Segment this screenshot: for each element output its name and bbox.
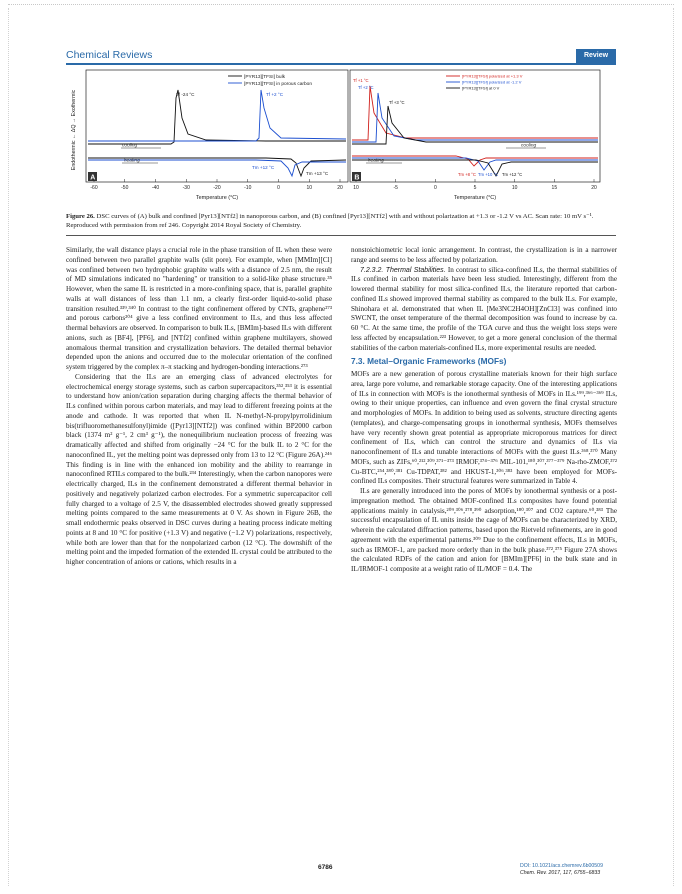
panel-b-heating-label: heating (368, 158, 384, 164)
legend-b-pos: [PYR13][TFSI] polarized at +1.3 V (462, 73, 523, 79)
panel-a-tm-conf: Tm +12 °C (252, 165, 275, 170)
panel-a-tf-bulk: Tf -24 °C (176, 92, 195, 97)
panel-b-cooling-label: cooling (521, 143, 537, 149)
legend-a-bulk: [PYR13][TFSI] bulk (244, 75, 286, 80)
panel-a-tick-label: -30 (182, 185, 190, 191)
left-column (66, 246, 332, 568)
panel-b-tick-label: 15 (551, 185, 558, 191)
left-paragraph-1: Similarly, the wall distance plays a crucial role in the phase transition of IL when these were confined between two parallel graphite walls (slit pore). For example, when [MMIm][Cl] was confined between two hydrophobic graphite walls with a distance of 2.5 nm, the result of MD simulations indicated no "hardening" or transition to a solid-like phase structure.³⁵ However, when the same IL is restricted in a more-confining space, that is, parallel graphite walls at wall distances of less than 1.1 nm, a clearly first-order liquid-to-solid phase transition resulted.³³⁹,³⁴⁰ In contrast to the tight confinement offered by CNTs, graphene²⁷³ and porous carbons²⁰⁴ give a less confined environment to ILs, and thus less affected thermal behaviors are observed. In comparison to bulk ILs, [BMIm]-based ILs with different anions, such as [BF4], [PF6], and [NTf2] confined within graphene multilayers, showed anomalous thermal transition and crystallization behaviors. The detailed thermal behavior depended upon the anions and occurred due to the molecular orientation of the confined system triggered by the complex π–π stacking and hydrogen-bonding interactions.²⁷³ (66, 246, 332, 371)
legend-b-neg: [PYR13][TFSI] polarized at -1.2 V (462, 79, 522, 85)
panel-a-tick-label: -60 (90, 185, 98, 191)
panel-b-tick-label: -5 (393, 185, 398, 191)
panel-a-heating-label: heating (124, 158, 140, 164)
panel-b-tm-black: Tm +12 °C (502, 172, 523, 177)
article-type-badge: Review (576, 49, 616, 63)
caption-label: Figure 26. (66, 213, 95, 220)
panel-a-tick-label: -10 (244, 185, 252, 191)
panel-b-heating-red-curve (352, 156, 598, 166)
panel-a-xlabel: Temperature (°C) (195, 195, 239, 201)
panel-b-tick-label: 5 (473, 185, 477, 191)
left-border (8, 8, 9, 886)
doi-link[interactable]: DOI: 10.1021/acs.chemrev.6b00509 (520, 863, 603, 869)
panel-b-xticks (353, 179, 597, 191)
subsection-heading: 7.2.3.2. Thermal Stabilities. (360, 266, 446, 274)
panel-b-tm-red: Tm +8 °C (458, 172, 476, 177)
top-border (8, 4, 674, 8)
doi-block (520, 863, 603, 877)
panel-a-tick-label: 10 (306, 185, 313, 191)
panel-b-tf-blue: Tf +2 °C (358, 85, 374, 90)
right-column (351, 246, 617, 575)
panel-a-tick-label: -20 (213, 185, 221, 191)
right-paragraph-intro: nonstoichiometric local ionic arrangement. In contrast, the crystallization is in a narrower range and seems to be less affected by polarization. (351, 246, 617, 264)
journal-title[interactable]: Chemical Reviews (66, 49, 153, 61)
panel-a-tick-label: 0 (277, 185, 280, 191)
panel-a-cooling-label: cooling (122, 143, 138, 149)
panel-b-tf-black: Tf +3 °C (389, 100, 405, 105)
panel-a-ylabel: Endothermic ← ΔQ → Exothermic (71, 89, 77, 171)
caption-text: DSC curves of (A) bulk and confined [Pyr13][NTf2] in nanoporous carbon, and (B) confined [Pyr13][NTf2] with and without polarization at +1.3 or -1.2 V vs AC. Scan rate: 10 mV s⁻¹. Reproduced with permission from ref 246. Copyright 2014 Royal Society of Chemistry. (66, 213, 594, 229)
caption-rule (66, 235, 616, 236)
legend-a-confined: [PYR13][TFSI] in porous carbon (244, 82, 312, 87)
panel-b-tick-label: 0 (433, 185, 437, 191)
panel-b-xlabel: Temperature (°C) (453, 195, 497, 201)
panel-b-cooling-red-curve (352, 86, 598, 140)
panel-a-cooling-conf-curve (88, 90, 346, 141)
right-paragraph-mof-1: MOFs are a new generation of porous crystalline materials known for their high surface area, large pore volume, and remarkable storage capacity. One of the interesting applications of ILs in connection with MOFs is the ionothermal synthesis of MOFs in ILs.¹⁹⁹,³⁶⁶⁻³⁶⁹ ILs, owing to their unique properties, can influence and even govern the final crystal structure and morphologies of MOFs. In addition to being used as solvents, structure directing agents (templates), and charge-compensating groups in ionothermal synthesis, MOFs themselves have very recently shown great potential as appropriate microporous matrices for direct confinement of ILs, which can control the structure and dynamics of ILs via nanoconfinement of ILs and tunable interactions of MOFs with the guest ILs.³⁶⁸,³⁷⁰ Many MOFs, such as ZIFs,⁶⁰,²¹²,³⁰⁹,³⁷¹⁻³⁷³ IRMOF,³⁷⁴⁻³⁷⁶ MIL-101,¹⁸⁰,³⁰⁷,³⁷⁷⁻³⁷⁹ Na-rho-ZMOF,³⁷² Cu-BTC,²⁵⁴,³⁸⁰,³⁸¹ Cu-TDPAT,³⁸² and HKUST-1,³⁰⁶,³⁸³ have been employed for MOFs-confined ILs composites. Their structural features were summarized in Table 4. (351, 370, 617, 486)
panel-a-tm-bulk: Tm +13 °C (306, 171, 329, 176)
figure-caption (66, 212, 616, 230)
header-rule (66, 63, 616, 65)
page-number: 6786 (318, 864, 333, 871)
legend-b-zero: [PYR13][TFSI] at 0 V (462, 85, 500, 91)
panel-b-tick-label: 10 (353, 185, 359, 191)
panel-b-tf-red: Tf +1 °C (353, 78, 369, 83)
panel-b-label: B (354, 174, 360, 182)
figure-svg (66, 68, 616, 208)
left-paragraph-2: Considering that the ILs are an emerging class of advanced electrolytes for electrochemical energy storage systems, such as carbon supercapacitors,³⁵²,³⁵³ it is essential to understand how anion/cation separation during charging affects the thermal behavior of ILs confined within porous carbon materials, and may lead to different freezing points at the anode and cathode. It was reported that when IL N-methyl-N-propylpyrrolidinium bis(trifluoromethanesulfonyl)imide ([Pyr13][NTf2]) was confined within BP2000 carbon black (1374 m² g⁻¹, 2 cm³ g⁻¹), the nonequilibrium nucleation process of freezing was dramatically affected and shifted from originally −24 °C for the bulk IL to 2 °C for the nanoconfined IL, yet the melting point was depressed only from 13 to 12 °C (Figure 26A).²⁴⁶ This finding is in line with the enhanced ion mobility and the ability to rearrange in nanoconfined RTILs compared to the bulk.²³⁴ Interestingly, when the carbon nanopores were electrically charged, ILs in the confinement demonstrated a different thermal behavior in positively and negatively polarized carbon electrodes. For a symmetric supercapacitor cell fully charged to a voltage of 2.5 V, the disassembled electrodes showed greatly suppressed melting points compared to the same measurements at 0 V. As shown in Figure 26B, the small endothermic peaks observed in DSC curves during a heating process indicate melting points at 8 and 10 °C for positive (+1.3 V) and negative (−1.2 V) polarizations, respectively, while both are lower than that for the nonpolarized carbon (12 °C). The downshift of the melting point and the impeded formation of the extended IL crystal could be attributed to the higher concentration of anions or cations, which results in a (66, 372, 332, 566)
panel-a-cooling-bulk-curve (88, 90, 346, 144)
figure-26 (66, 68, 616, 208)
panel-b-tm-blue: Tm +10 °C (478, 172, 499, 177)
panel-a-tick-label: -50 (121, 185, 129, 191)
right-paragraph-mof-2: ILs are generally introduced into the pores of MOFs by ionothermal synthesis or a post-impregnation method. The obtained MOF-confined ILs composites have found potential applications mainly in catalysis,²⁰⁹,³⁰⁶,³⁷⁸,³⁹⁰ adsorption,¹⁸⁰,³⁰⁷ and CO2 capture.⁶⁰,³⁸³ The successful encapsulation of IL units inside the cage of MOFs can be characterized by XRD, wherein the calculated diffraction patterns, based upon the Rietveld refinements, are in good agreement with the experimental patterns.³⁰⁹ Due to the confinement effects, ILs in MOFs, such as IRMOF-1, are packed more orderly than in the bulk phase.³⁷²,³⁷⁵ Figure 27A shows the calculated RDFs of the cation and anion for [BMIm][PF6] in the bulk state and in IL/IRMOF-1 composite at a weight ratio of IL/MOF = 0.4. The (351, 487, 617, 573)
panel-a-tick-label: 20 (337, 185, 343, 191)
panel-b-tick-label: 20 (591, 185, 597, 191)
section-heading-mofs: 7.3. Metal–Organic Frameworks (MOFs) (351, 356, 507, 367)
right-border (673, 8, 674, 886)
citation: Chem. Rev. 2017, 117, 6755−6833 (520, 870, 601, 876)
right-paragraph-thermal (351, 266, 617, 354)
panel-a-tf-conf: Tf +2 °C (266, 92, 284, 97)
thermal-text: In contrast to silica-confined ILs, the thermal stabilities of ILs confined in carbon materials have been less studied. Interestingly, different from the lowered thermal stability for most silica-confined ILs, the literature reported that carbon-confined ILs showed improved thermal stability as compared to the bulk ILs. For example, Shinohara et al. demonstrated that when IL [Me3NC2H4OH][ZnCl3] was confined into SWCNT, the onset temperature of the thermal decomposition was found to increase by ca. 60 °C. At the same time, the profile of the TGA curve and thus the weight loss steps were less affected by encapsulation.²²³ However, to get a more general conclusion of the thermal stabilities of the carbon materials-confined ILs, more experimental results are needed. (351, 265, 617, 352)
panel-a-label: A (90, 174, 96, 182)
panel-b-tick-label: 10 (511, 185, 518, 191)
panel-a-xticks (90, 179, 343, 191)
panel-a-tick-label: -40 (151, 185, 160, 191)
